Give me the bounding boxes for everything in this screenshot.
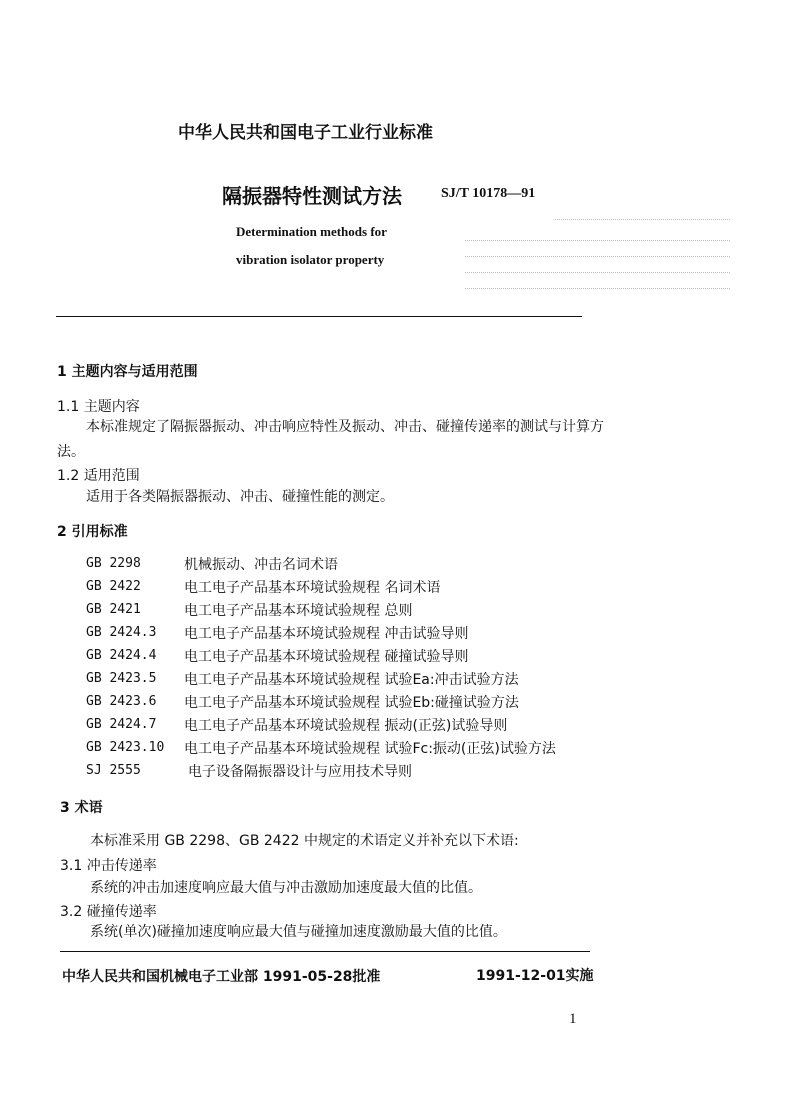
document-title-cn: 隔振器特性测试方法 (222, 184, 402, 208)
reference-code: SJ 2555 (86, 763, 141, 778)
scan-mark (465, 272, 730, 273)
reference-title: 电工电子产品基本环境试验规程 试验Ea:冲击试验方法 (184, 672, 519, 688)
reference-title: 电工电子产品基本环境试验规程 碰撞试验导则 (184, 649, 469, 665)
standard-code: SJ/T 10178—91 (441, 186, 536, 201)
reference-title: 电工电子产品基本环境试验规程 总则 (184, 603, 413, 619)
reference-title: 机械振动、冲击名词术语 (184, 557, 338, 573)
reference-title: 电工电子产品基本环境试验规程 冲击试验导则 (184, 626, 469, 642)
reference-code: GB 2423.10 (86, 740, 165, 755)
reference-code: GB 2424.4 (86, 648, 157, 663)
scan-mark (465, 256, 730, 257)
section-3-intro: 本标准采用 GB 2298、GB 2422 中规定的术语定义并补充以下术语: (90, 833, 519, 849)
reference-code: GB 2423.6 (86, 694, 157, 709)
section-3-1-text: 系统的冲击加速度响应最大值与冲击激励加速度最大值的比值。 (90, 880, 482, 896)
document-title-en-line1: Determination methods for (236, 224, 387, 239)
reference-code: GB 2424.3 (86, 625, 157, 640)
section-1-1-text-line2: 法。 (57, 444, 85, 460)
implementation-date: 1991-12-01实施 (476, 968, 594, 984)
section-3-2-text: 系统(单次)碰撞加速度响应最大值与碰撞加速度激励最大值的比值。 (90, 924, 507, 940)
section-3-heading: 3 术语 (60, 800, 103, 816)
section-3-1-heading: 3.1 冲击传递率 (60, 858, 157, 874)
document-title-en-line2: vibration isolator property (236, 252, 385, 267)
scan-mark (465, 288, 730, 289)
reference-title: 电工电子产品基本环境试验规程 振动(正弦)试验导则 (184, 718, 508, 734)
reference-code: GB 2423.5 (86, 671, 157, 686)
reference-code: GB 2421 (86, 602, 141, 617)
reference-title: 电子设备隔振器设计与应用技术导则 (188, 764, 412, 780)
section-1-2-text: 适用于各类隔振器振动、冲击、碰撞性能的测定。 (86, 489, 394, 505)
page-number: 1 (569, 1011, 577, 1027)
reference-title: 电工电子产品基本环境试验规程 名词术语 (184, 580, 441, 596)
section-3-2-heading: 3.2 碰撞传递率 (60, 904, 157, 920)
section-2-heading: 2 引用标准 (57, 524, 128, 540)
footer-divider (60, 951, 590, 952)
section-1-1-text-line1: 本标准规定了隔振器振动、冲击响应特性及振动、冲击、碰撞传递率的测试与计算方 (86, 419, 604, 435)
reference-code: GB 2424.7 (86, 717, 157, 732)
reference-code: GB 2298 (86, 556, 141, 571)
scan-mark (555, 219, 730, 220)
reference-title: 电工电子产品基本环境试验规程 试验Eb:碰撞试验方法 (184, 695, 519, 711)
industry-standard-title: 中华人民共和国电子工业行业标准 (178, 123, 433, 143)
approval-line: 中华人民共和国机械电子工业部 1991-05-28批准 (62, 969, 381, 985)
section-1-2-heading: 1.2 适用范围 (57, 468, 140, 484)
reference-title: 电工电子产品基本环境试验规程 试验Fc:振动(正弦)试验方法 (184, 741, 556, 757)
header-divider (56, 316, 582, 317)
section-1-1-heading: 1.1 主题内容 (57, 399, 140, 415)
section-1-heading: 1 主题内容与适用范围 (57, 364, 198, 380)
scan-mark (465, 240, 730, 241)
reference-code: GB 2422 (86, 579, 141, 594)
